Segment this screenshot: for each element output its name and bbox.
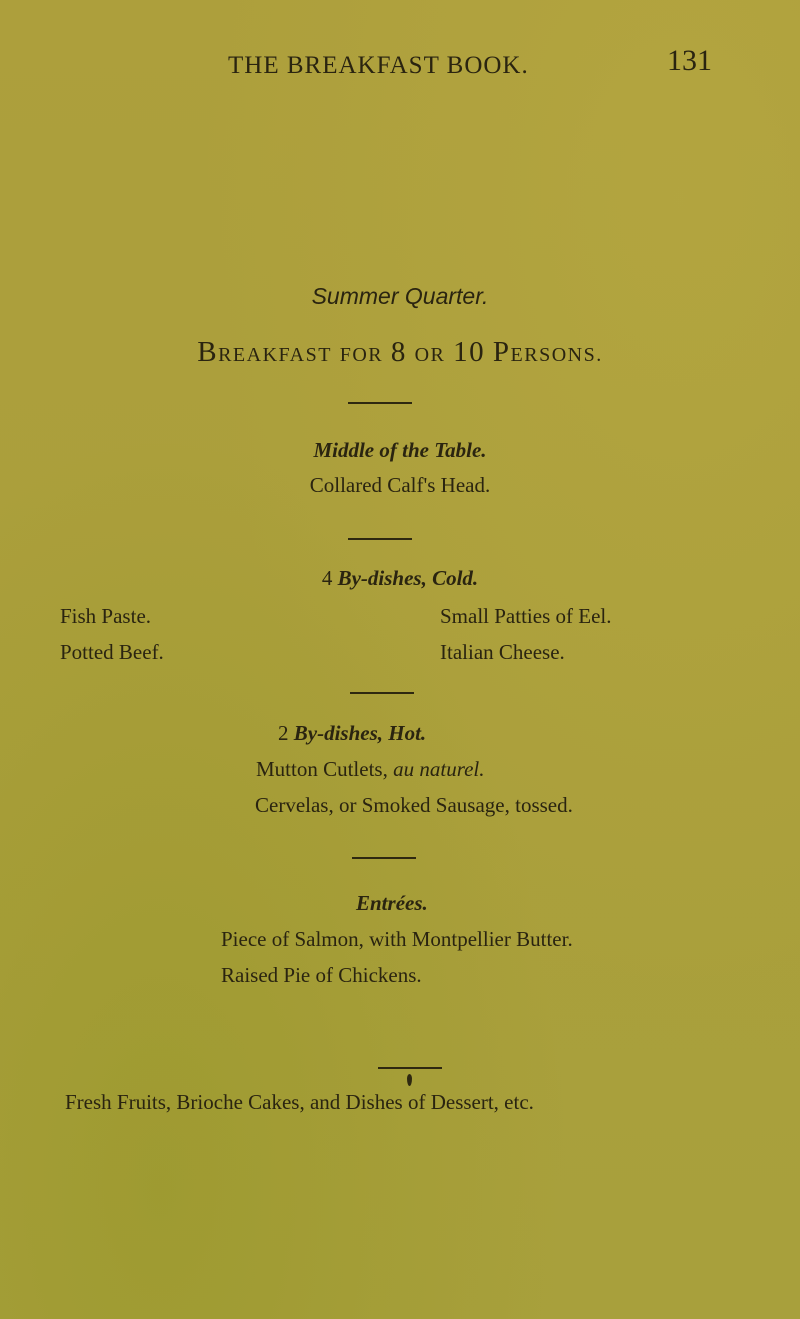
entree-item: Piece of Salmon, with Montpellier Butter.	[221, 927, 573, 951]
title-initial-b: B	[197, 336, 219, 368]
divider-rule	[378, 1067, 442, 1069]
middle-heading: Middle of the Table.	[313, 438, 487, 462]
cold-right-item: Italian Cheese.	[440, 640, 565, 664]
entree-item: Raised Pie of Chickens.	[221, 963, 422, 987]
title-or: OR	[414, 344, 446, 366]
cold-heading-count: 4	[321, 566, 333, 590]
menu-title	[0, 336, 800, 369]
hot-item-text: Mutton Cutlets,	[256, 757, 388, 781]
cold-left-item: Potted Beef.	[60, 640, 164, 664]
title-count2: 10	[453, 336, 486, 368]
entrees-heading: Entrées.	[356, 891, 428, 915]
page-number: 131	[667, 44, 712, 77]
title-count: 8	[390, 336, 407, 368]
running-head: THE BREAKFAST BOOK.	[228, 52, 529, 79]
hot-item-italic: au naturel.	[393, 757, 485, 781]
cold-heading	[0, 566, 800, 591]
title-initial-p: P	[492, 336, 511, 368]
divider-rule	[350, 692, 414, 694]
title-for: FOR	[339, 344, 384, 366]
cold-heading-text: By-dishes, Cold.	[337, 566, 479, 590]
cold-right-item: Small Patties of Eel.	[440, 604, 612, 628]
hot-heading-text: By-dishes, Hot.	[293, 721, 427, 745]
middle-item: Collared Calf's Head.	[309, 473, 491, 497]
title-persons-rest: ERSONS.	[510, 344, 603, 366]
divider-rule	[352, 857, 416, 859]
hot-item	[256, 757, 485, 782]
hot-heading-count: 2	[278, 721, 289, 745]
hot-heading	[278, 721, 426, 746]
divider-rule	[348, 402, 412, 404]
quarter-subtitle: Summer Quarter.	[311, 283, 489, 309]
footer-line: Fresh Fruits, Brioche Cakes, and Dishes of Dessert, etc.	[65, 1090, 534, 1114]
hot-item: Cervelas, or Smoked Sausage, tossed.	[255, 793, 573, 817]
ornament-icon	[407, 1074, 412, 1086]
title-breakfast-rest: REAKFAST	[218, 344, 332, 366]
cold-left-item: Fish Paste.	[60, 604, 152, 628]
divider-rule	[348, 538, 412, 540]
